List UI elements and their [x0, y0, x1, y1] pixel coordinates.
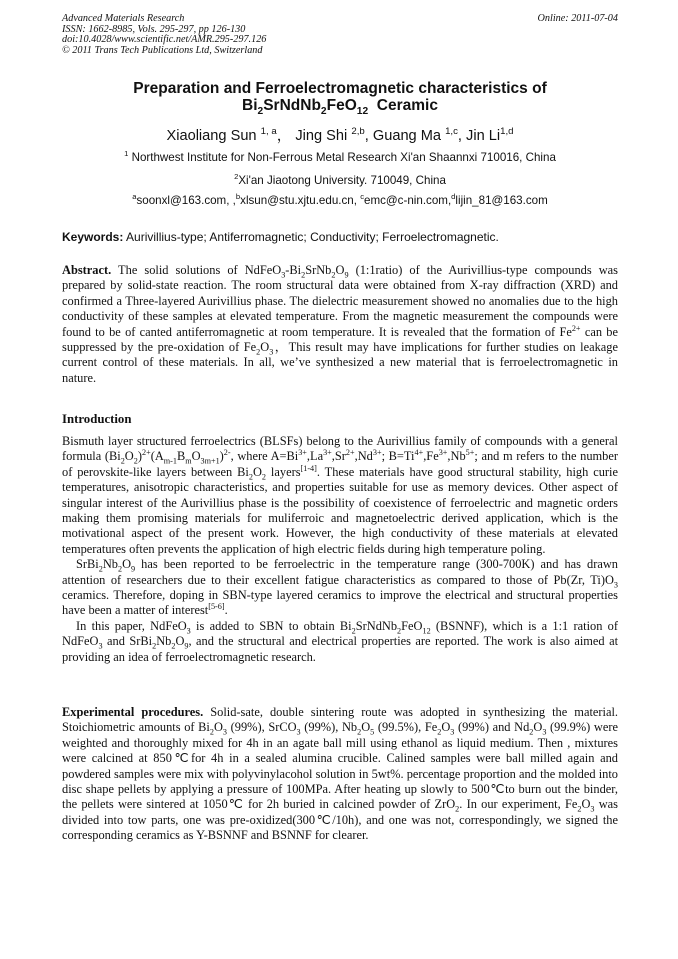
title-line-1: Preparation and Ferroelectromagnetic characteristics of	[133, 80, 547, 97]
title-line-2: $Bi_2SrNdNb_2FeO_{12}$ Ceramic	[242, 97, 438, 118]
running-header	[62, 14, 618, 56]
journal-name: Advanced Materials Research	[62, 13, 185, 24]
paper-title	[62, 80, 618, 118]
copyright-line: © 2011 Trans Tech Publications Ltd, Switzerland	[62, 44, 263, 56]
intro-paragraph: $SrBi_2Nb_2O_9$ has been reported to be ferroelectric in the temperature range (300-700K) and has drawn attention of researchers due to their excellent fatigue characteristics as compared to those of Pb(Zr, $Ti)O_3$ ceramics. Therefore, doping in SBN-type layered ceramics to improve the electrical and structural properties have been a matter of interest[5-6].	[62, 557, 618, 618]
affiliation-2: $^2$Xi'an Jiaotong University. 710049, China	[234, 172, 446, 187]
keywords: Keywords: Aurivillius-type; Antiferromagnetic; Conductivity; Ferroelectromagnetic.	[62, 230, 499, 244]
experimental-label: Experimental procedures.	[62, 705, 204, 719]
section-heading-introduction: Introduction	[62, 412, 132, 426]
affiliation-1: $^1$ Northwest Institute for Non-Ferrous Metal Research Xi'an Shaannxi 710016, China	[124, 149, 556, 164]
abstract-label: Abstract.	[62, 263, 112, 277]
intro-paragraph: Bismuth layer structured ferroelectrics (BLSFs) belong to the Aurivillius family of compounds with a general formula $(Bi_2O_2)^{2+}(A_{m-1}B_mO_{3m+1})^{2-}$, where $A=Bi^{3+},La^{3+},Sr^{2+},Nd^{3+}$; $B=Ti^{4+},Fe^{3+},Nb^{5+}$; and m refers to the number of perovskite-like layers between $Bi_2O_2$ layers[1-4]. These materials have good structural stability, high curie temperatures, anisotropic characteristics, and properties suitable for use as memory devices. Other aspect of singular interest of the Aurivillius phase is the possibility of coexistence of ferroelectric and magnetic orders making them promising materials for muliferroic and magnetoelectric derived application, which is the motivational aspect of the present work. However, the high conductivity of these materials at elevated temperatures often prevents the application of high electric fields during high temperature poling.	[62, 434, 619, 556]
issn-line: ISSN: 1662-8985, Vols. 295-297, pp 126-130	[62, 23, 246, 35]
author-emails: $^a$soonxl@163.com, ,$^b$xlsun@stu.xjtu.edu.cn, $^c$emc@c-nin.com,$^d$lijin_81@163.com	[132, 192, 548, 207]
introduction-body	[62, 434, 618, 665]
author: Jin Li	[466, 128, 501, 144]
abstract: Abstract. The solid solutions of $NdFeO_3-Bi_2SrNb_2O_9$ (1:1ratio) of the Aurivillius-type compounds was prepared by solid-state reaction. The room structural data were obtained from X-ray diffraction (XRD) and confirmed a Three-layered Aurivillius phase. The dielectric measurement showed no anomalies due to the high conductivity of these samples at elevated temperature. From the magnetic measurement the compounds were found to be of canted antiferromagnetic at room temperature. It is revealed that the formation of $Fe^{2+}$ can be suppressed by the pre-oxidation of $Fe_2O_3$，This result may have implications for further studies on leakage current control of these materials. In all, we’ve synthesized a new material that is ferroelectromagnetic in nature.	[62, 263, 618, 385]
experimental-section: Experimental procedures. Solid-sate, double sintering route was adopted in synthesizing the material. Stoichiometric amounts of $Bi_2O_3$ (99%), SrCO$_3$ (99%), $Nb_2O_5$ (99.5%), $Fe_2O_3$ (99%) and $Nd_2O_3$ (99.9%) were weighted and thoroughly mixed for 4h in an agate ball mill using ethanol as liquid medium. Then , mixtures were calcined at 850℃for 4h in a sealed alumina crucible. Calined samples were ball milled again and powdered samples were mix with polyvinylacohol solution in 5wt%. percentage proportion and the molded into disc shape pellets by applying a pressure of 100MPa. After heating up slowly to 500℃to burn out the binder, the pellets were sintered at 1050℃ for 2h buried in calcined powder of ZrO$_2$. In our experiment, $Fe_2O_3$ was divided into tow parts, one was pre-oxidized(300℃/10h), and one was not, correspondingly, we signed the corresponding ceramics as Y-BSNNF and BSNNF for clearer.	[62, 705, 618, 843]
intro-paragraph: In this paper, NdFeO$_3$ is added to SBN to obtain $Bi_2SrNdNb_2FeO_{12}$ (BSNNF), which is a 1:1 ration of NdFeO$_3$ and $SrBi_2Nb_2O_9$, and the structural and electrical properties are reported. The work is also aimed at providing an idea of ferroelectromagnetic research.	[62, 618, 619, 664]
author-list: Xiaoliang Sun $^{1, a}$， Jing Shi $^{2,b}$, Guang Ma $^{1,c}$, Jin Li$^{1,d}$	[166, 126, 514, 144]
author: Jing Shi	[295, 128, 348, 144]
keywords-label: Keywords:	[62, 230, 124, 244]
author: Guang Ma	[372, 128, 442, 144]
online-date: Online: 2011-07-04	[537, 13, 618, 24]
author: Xiaoliang Sun	[166, 128, 257, 144]
doi-line: doi:10.4028/www.scientific.net/AMR.295-297.126	[62, 34, 267, 46]
